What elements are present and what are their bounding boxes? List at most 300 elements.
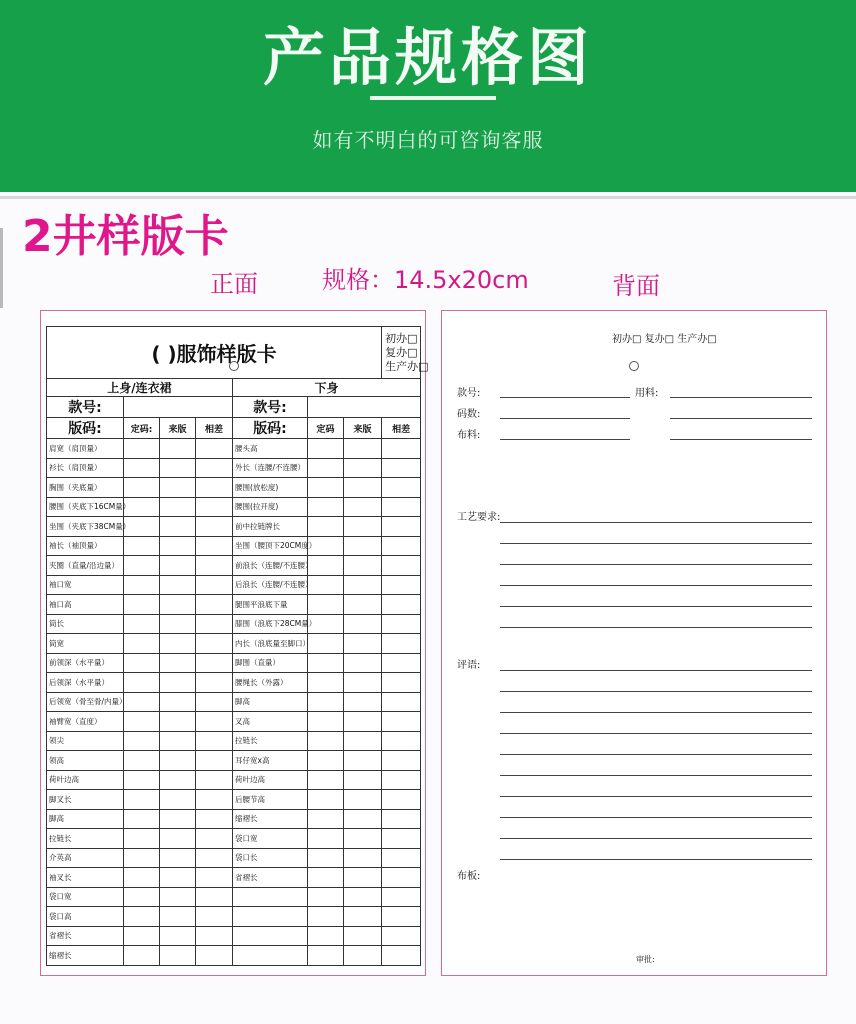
lower-value-cell[interactable]	[308, 439, 344, 459]
front-card-title-cell	[47, 327, 382, 379]
upper-value-cell[interactable]	[196, 692, 233, 712]
lower-value-cell[interactable]	[382, 536, 421, 556]
stage-cell	[382, 327, 429, 379]
lower-value-cell[interactable]	[308, 790, 344, 810]
lower-value-cell[interactable]	[344, 809, 382, 829]
lower-value-cell[interactable]	[308, 946, 344, 966]
lower-value-cell[interactable]	[382, 517, 421, 537]
lower-measure-label: 后浪长（连腰/不连腰）	[233, 575, 308, 595]
upper-value-cell[interactable]	[124, 731, 160, 751]
craft-line[interactable]	[500, 585, 812, 586]
table-row	[47, 946, 421, 966]
size-code-label: 版码:	[47, 418, 124, 439]
lower-measure-label: 耳仔宽x高	[233, 751, 308, 771]
lower-value-cell[interactable]	[344, 653, 382, 673]
table-row	[47, 692, 421, 712]
lower-value-cell[interactable]	[344, 907, 382, 927]
upper-value-cell[interactable]	[196, 556, 233, 576]
upper-value-cell[interactable]	[160, 692, 196, 712]
table-row	[47, 770, 421, 790]
upper-value-cell[interactable]	[196, 517, 233, 537]
upper-measure-label: 介英高	[47, 848, 124, 868]
back-stage-checkboxes[interactable]: 初办□ 复办□ 生产办□	[612, 334, 717, 345]
upper-value-cell[interactable]	[160, 673, 196, 693]
lower-value-cell[interactable]	[308, 770, 344, 790]
upper-value-cell[interactable]	[196, 673, 233, 693]
spec-label: 规格：14.5x20cm	[322, 266, 529, 294]
lower-value-cell[interactable]	[382, 614, 421, 634]
upper-value-cell[interactable]	[124, 595, 160, 615]
upper-value-cell[interactable]	[160, 595, 196, 615]
upper-measure-label: 领尖	[47, 731, 124, 751]
lower-value-cell[interactable]	[308, 634, 344, 654]
upper-value-cell[interactable]	[196, 536, 233, 556]
stage-initial-checkbox[interactable]: 初办□	[385, 331, 418, 345]
lower-measure-label: 内长（浪底量至脚口）	[233, 634, 308, 654]
upper-measure-label: 坐围（夹底下38CM量）	[47, 517, 124, 537]
upper-measure-label: 脚高	[47, 809, 124, 829]
lower-measure-label	[233, 926, 308, 946]
table-row	[47, 673, 421, 693]
lower-measure-label: 脚高	[233, 692, 308, 712]
table-row	[47, 887, 421, 907]
upper-measure-label: 前领深（水平量）	[47, 653, 124, 673]
upper-value-cell[interactable]	[124, 653, 160, 673]
lower-value-cell[interactable]	[308, 653, 344, 673]
upper-value-cell[interactable]	[124, 907, 160, 927]
upper-value-cell[interactable]	[124, 829, 160, 849]
upper-value-cell[interactable]	[124, 536, 160, 556]
upper-value-cell[interactable]	[160, 731, 196, 751]
col-incoming-lower: 来版	[344, 418, 382, 439]
header-banner	[0, 0, 856, 192]
comment-line[interactable]	[500, 796, 812, 797]
upper-value-cell[interactable]	[196, 829, 233, 849]
upper-measure-label: 筒长	[47, 614, 124, 634]
lower-value-cell[interactable]	[344, 692, 382, 712]
upper-measure-label: 脚叉长	[47, 790, 124, 810]
back-quantity-field[interactable]	[500, 418, 630, 419]
upper-measure-label: 袋口宽	[47, 887, 124, 907]
lower-value-cell[interactable]	[382, 478, 421, 498]
craft-line[interactable]	[500, 606, 812, 607]
comment-line[interactable]	[500, 859, 812, 860]
lower-value-cell[interactable]	[382, 673, 421, 693]
back-board-label: 布板:	[457, 871, 481, 882]
col-diff: 相差	[196, 418, 233, 439]
upper-measure-label: 胸围（夹底量）	[47, 478, 124, 498]
upper-measure-label: 后领深（水平量）	[47, 673, 124, 693]
upper-value-cell[interactable]	[196, 478, 233, 498]
upper-value-cell[interactable]	[124, 439, 160, 459]
table-row	[47, 497, 421, 517]
comment-line[interactable]	[500, 712, 812, 713]
table-row	[47, 653, 421, 673]
table-row	[47, 809, 421, 829]
upper-value-cell[interactable]	[160, 439, 196, 459]
back-style-no-label: 款号:	[457, 388, 481, 399]
lower-value-cell[interactable]	[344, 790, 382, 810]
upper-value-cell[interactable]	[124, 712, 160, 732]
lower-value-cell[interactable]	[382, 731, 421, 751]
upper-value-cell[interactable]	[160, 829, 196, 849]
upper-value-cell[interactable]	[124, 868, 160, 888]
upper-measure-label: 领高	[47, 751, 124, 771]
edge-mark	[0, 228, 3, 308]
lower-value-cell[interactable]	[308, 458, 344, 478]
lower-value-cell[interactable]	[382, 809, 421, 829]
lower-measure-label: 腰围(拉开度)	[233, 497, 308, 517]
upper-value-cell[interactable]	[160, 868, 196, 888]
lower-value-cell[interactable]	[344, 497, 382, 517]
lower-value-cell[interactable]	[382, 458, 421, 478]
lower-value-cell[interactable]	[308, 478, 344, 498]
lower-value-cell[interactable]	[344, 848, 382, 868]
upper-value-cell[interactable]	[160, 907, 196, 927]
lower-measure-label: 腿围平浪底下量	[233, 595, 308, 615]
lower-value-cell[interactable]	[308, 517, 344, 537]
upper-value-cell[interactable]	[160, 517, 196, 537]
lower-value-cell[interactable]	[382, 692, 421, 712]
upper-value-cell[interactable]	[124, 673, 160, 693]
lower-measure-label: 外长（连腰/不连腰）	[233, 458, 308, 478]
style-no-field[interactable]	[124, 397, 233, 418]
card-name: 2井样版卡	[22, 211, 229, 262]
size-code-label-lower: 版码:	[233, 418, 308, 439]
table-row	[47, 907, 421, 927]
section-upper: 上身/连衣裙	[47, 379, 233, 397]
table-row	[47, 575, 421, 595]
upper-value-cell[interactable]	[160, 458, 196, 478]
banner-title: 产品规格图	[262, 21, 593, 94]
upper-value-cell[interactable]	[196, 946, 233, 966]
style-no-label: 款号:	[47, 397, 124, 418]
upper-value-cell[interactable]	[124, 478, 160, 498]
lower-value-cell[interactable]	[308, 829, 344, 849]
upper-value-cell[interactable]	[196, 770, 233, 790]
stage-repeat-checkbox[interactable]: 复办□	[385, 345, 418, 359]
upper-value-cell[interactable]	[196, 614, 233, 634]
front-label: 正面	[210, 270, 258, 298]
stage-production-checkbox[interactable]: 生产办□	[385, 359, 429, 373]
lower-value-cell[interactable]	[308, 868, 344, 888]
lower-value-cell[interactable]	[308, 731, 344, 751]
upper-value-cell[interactable]	[160, 536, 196, 556]
upper-value-cell[interactable]	[196, 731, 233, 751]
style-no-field-lower[interactable]	[308, 397, 421, 418]
upper-measure-label: 袖口宽	[47, 575, 124, 595]
lower-value-cell[interactable]	[382, 439, 421, 459]
lower-value-cell[interactable]	[308, 673, 344, 693]
lower-value-cell[interactable]	[344, 614, 382, 634]
upper-value-cell[interactable]	[160, 751, 196, 771]
lower-measure-label: 省褶长	[233, 868, 308, 888]
lower-measure-label: 荷叶边高	[233, 770, 308, 790]
upper-value-cell[interactable]	[196, 653, 233, 673]
upper-measure-label: 肩宽（肩顶量）	[47, 439, 124, 459]
lower-value-cell[interactable]	[344, 731, 382, 751]
lower-measure-label: 膝围（浪底下28CM量）	[233, 614, 308, 634]
lower-value-cell[interactable]	[308, 692, 344, 712]
upper-value-cell[interactable]	[124, 809, 160, 829]
upper-value-cell[interactable]	[196, 634, 233, 654]
comment-line[interactable]	[500, 775, 812, 776]
table-row	[47, 614, 421, 634]
upper-value-cell[interactable]	[196, 439, 233, 459]
lower-value-cell[interactable]	[382, 887, 421, 907]
upper-value-cell[interactable]	[124, 848, 160, 868]
craft-line[interactable]	[500, 627, 812, 628]
upper-measure-label: 夹圈（直量/沿边量）	[47, 556, 124, 576]
lower-value-cell[interactable]	[308, 809, 344, 829]
lower-value-cell[interactable]	[382, 595, 421, 615]
lower-value-cell[interactable]	[344, 926, 382, 946]
lower-value-cell[interactable]	[344, 556, 382, 576]
style-no-label-lower: 款号:	[233, 397, 308, 418]
back-material-field-3[interactable]	[670, 439, 812, 440]
lower-value-cell[interactable]	[344, 712, 382, 732]
upper-value-cell[interactable]	[160, 809, 196, 829]
upper-value-cell[interactable]	[196, 458, 233, 478]
table-row	[47, 829, 421, 849]
upper-value-cell[interactable]	[124, 946, 160, 966]
lower-value-cell[interactable]	[382, 770, 421, 790]
lower-value-cell[interactable]	[308, 595, 344, 615]
lower-value-cell[interactable]	[308, 848, 344, 868]
comment-line[interactable]	[500, 817, 812, 818]
banner-divider	[370, 96, 496, 100]
sheet-divider	[0, 196, 856, 199]
lower-value-cell[interactable]	[344, 887, 382, 907]
lower-measure-label	[233, 907, 308, 927]
upper-value-cell[interactable]	[196, 848, 233, 868]
comment-line[interactable]	[500, 838, 812, 839]
lower-value-cell[interactable]	[382, 575, 421, 595]
upper-measure-label: 拉链长	[47, 829, 124, 849]
lower-value-cell[interactable]	[344, 536, 382, 556]
lower-value-cell[interactable]	[382, 653, 421, 673]
lower-measure-label: 拉链长	[233, 731, 308, 751]
upper-value-cell[interactable]	[196, 907, 233, 927]
upper-value-cell[interactable]	[196, 868, 233, 888]
back-material-label: 用料:	[635, 388, 659, 399]
table-row	[47, 478, 421, 498]
upper-value-cell[interactable]	[124, 634, 160, 654]
lower-value-cell[interactable]	[344, 770, 382, 790]
upper-measure-label: 缩褶长	[47, 946, 124, 966]
lower-measure-label: 袋口宽	[233, 829, 308, 849]
lower-measure-label: 脚围（直量）	[233, 653, 308, 673]
upper-value-cell[interactable]	[196, 575, 233, 595]
lower-value-cell[interactable]	[308, 712, 344, 732]
table-row	[47, 731, 421, 751]
lower-measure-label	[233, 887, 308, 907]
upper-measure-label: 袖臂宽（直度）	[47, 712, 124, 732]
lower-value-cell[interactable]	[344, 751, 382, 771]
back-style-no-field[interactable]	[500, 397, 630, 398]
upper-value-cell[interactable]	[124, 556, 160, 576]
upper-value-cell[interactable]	[196, 926, 233, 946]
upper-value-cell[interactable]	[124, 692, 160, 712]
punch-hole-icon	[229, 361, 239, 371]
comment-line[interactable]	[500, 754, 812, 755]
lower-measure-label: 缩褶长	[233, 809, 308, 829]
upper-value-cell[interactable]	[160, 556, 196, 576]
table-row	[47, 439, 421, 459]
upper-value-cell[interactable]	[160, 790, 196, 810]
upper-value-cell[interactable]	[160, 614, 196, 634]
upper-measure-label: 省褶长	[47, 926, 124, 946]
lower-value-cell[interactable]	[344, 946, 382, 966]
lower-measure-label: 腰绳长（外露）	[233, 673, 308, 693]
lower-measure-label: 叉高	[233, 712, 308, 732]
upper-measure-label: 筒宽	[47, 634, 124, 654]
table-row	[47, 751, 421, 771]
upper-value-cell[interactable]	[124, 887, 160, 907]
back-label: 背面	[612, 272, 660, 300]
table-row	[47, 712, 421, 732]
lower-value-cell[interactable]	[382, 907, 421, 927]
upper-value-cell[interactable]	[160, 575, 196, 595]
back-material-field-2[interactable]	[670, 418, 812, 419]
upper-value-cell[interactable]	[160, 712, 196, 732]
lower-value-cell[interactable]	[344, 673, 382, 693]
comment-line[interactable]	[500, 733, 812, 734]
lower-value-cell[interactable]	[344, 458, 382, 478]
lower-value-cell[interactable]	[308, 497, 344, 517]
upper-value-cell[interactable]	[160, 946, 196, 966]
upper-value-cell[interactable]	[124, 926, 160, 946]
upper-measure-label: 腰围（夹底下16CM量）	[47, 497, 124, 517]
upper-measure-label: 衫长（肩顶量）	[47, 458, 124, 478]
upper-value-cell[interactable]	[160, 634, 196, 654]
lower-value-cell[interactable]	[344, 868, 382, 888]
comment-line[interactable]	[500, 670, 812, 671]
upper-measure-label: 后领宽（骨至骨/内量）	[47, 692, 124, 712]
upper-value-cell[interactable]	[124, 614, 160, 634]
col-diff-lower: 相差	[382, 418, 421, 439]
table-row	[47, 517, 421, 537]
upper-measure-label: 袖叉长	[47, 868, 124, 888]
lower-value-cell[interactable]	[344, 439, 382, 459]
craft-line[interactable]	[500, 522, 812, 523]
comment-line[interactable]	[500, 691, 812, 692]
table-row	[47, 595, 421, 615]
lower-value-cell[interactable]	[382, 848, 421, 868]
craft-line[interactable]	[500, 543, 812, 544]
lower-value-cell[interactable]	[382, 946, 421, 966]
front-card-table	[46, 326, 429, 966]
upper-value-cell[interactable]	[160, 770, 196, 790]
lower-measure-label: 袋口长	[233, 848, 308, 868]
upper-value-cell[interactable]	[160, 926, 196, 946]
upper-measure-label: 袖长（袖顶量）	[47, 536, 124, 556]
lower-value-cell[interactable]	[344, 829, 382, 849]
upper-value-cell[interactable]	[196, 595, 233, 615]
lower-measure-label: 腰围(放松度)	[233, 478, 308, 498]
upper-value-cell[interactable]	[196, 712, 233, 732]
upper-value-cell[interactable]	[160, 653, 196, 673]
table-row	[47, 634, 421, 654]
lower-value-cell[interactable]	[308, 887, 344, 907]
lower-measure-label: 后腰节高	[233, 790, 308, 810]
lower-value-cell[interactable]	[344, 595, 382, 615]
lower-value-cell[interactable]	[382, 497, 421, 517]
upper-value-cell[interactable]	[124, 790, 160, 810]
upper-value-cell[interactable]	[196, 751, 233, 771]
lower-measure-label: 前中拉链牌长	[233, 517, 308, 537]
lower-measure-label	[233, 946, 308, 966]
lower-value-cell[interactable]	[382, 712, 421, 732]
back-material-field-1[interactable]	[670, 397, 812, 398]
punch-hole-icon	[629, 361, 639, 371]
upper-measure-label: 袖口高	[47, 595, 124, 615]
lower-value-cell[interactable]	[382, 751, 421, 771]
upper-value-cell[interactable]	[124, 770, 160, 790]
upper-value-cell[interactable]	[160, 478, 196, 498]
lower-measure-label: 坐围（腰顶下20CM度）	[233, 536, 308, 556]
lower-value-cell[interactable]	[344, 517, 382, 537]
lower-value-cell[interactable]	[344, 634, 382, 654]
upper-value-cell[interactable]	[160, 848, 196, 868]
back-craft-label: 工艺要求:	[457, 512, 501, 523]
upper-measure-label: 荷叶边高	[47, 770, 124, 790]
back-audit-label: 审批:	[636, 955, 655, 964]
upper-value-cell[interactable]	[160, 887, 196, 907]
table-row	[47, 926, 421, 946]
upper-value-cell[interactable]	[160, 497, 196, 517]
lower-value-cell[interactable]	[382, 556, 421, 576]
table-row	[47, 536, 421, 556]
back-fabric-label: 布料:	[457, 430, 481, 441]
table-row	[47, 848, 421, 868]
lower-value-cell[interactable]	[382, 790, 421, 810]
upper-value-cell[interactable]	[196, 809, 233, 829]
lower-value-cell[interactable]	[382, 926, 421, 946]
craft-line[interactable]	[500, 564, 812, 565]
lower-measure-label: 前浪长（连腰/不连腰）	[233, 556, 308, 576]
lower-value-cell[interactable]	[308, 907, 344, 927]
upper-value-cell[interactable]	[124, 458, 160, 478]
back-fabric-field[interactable]	[500, 439, 630, 440]
lower-measure-label: 腰头高	[233, 439, 308, 459]
lower-value-cell[interactable]	[382, 829, 421, 849]
lower-value-cell[interactable]	[382, 868, 421, 888]
upper-value-cell[interactable]	[124, 575, 160, 595]
lower-value-cell[interactable]	[308, 751, 344, 771]
lower-value-cell[interactable]	[382, 634, 421, 654]
col-incoming: 来版	[160, 418, 196, 439]
back-comment-label: 评语:	[457, 660, 481, 671]
table-row	[47, 556, 421, 576]
lower-value-cell[interactable]	[344, 478, 382, 498]
upper-value-cell[interactable]	[124, 751, 160, 771]
table-row	[47, 868, 421, 888]
section-lower: 下身	[233, 379, 421, 397]
back-card	[441, 310, 827, 976]
table-row	[47, 458, 421, 478]
lower-value-cell[interactable]	[308, 926, 344, 946]
table-row	[47, 790, 421, 810]
banner-subtitle: 如有不明白的可咨询客服	[312, 128, 544, 152]
upper-value-cell[interactable]	[196, 887, 233, 907]
upper-value-cell[interactable]	[196, 497, 233, 517]
col-fixed: 定码:	[124, 418, 160, 439]
back-quantity-label: 码数:	[457, 409, 481, 420]
upper-measure-label: 袋口高	[47, 907, 124, 927]
lower-value-cell[interactable]	[344, 575, 382, 595]
upper-value-cell[interactable]	[196, 790, 233, 810]
